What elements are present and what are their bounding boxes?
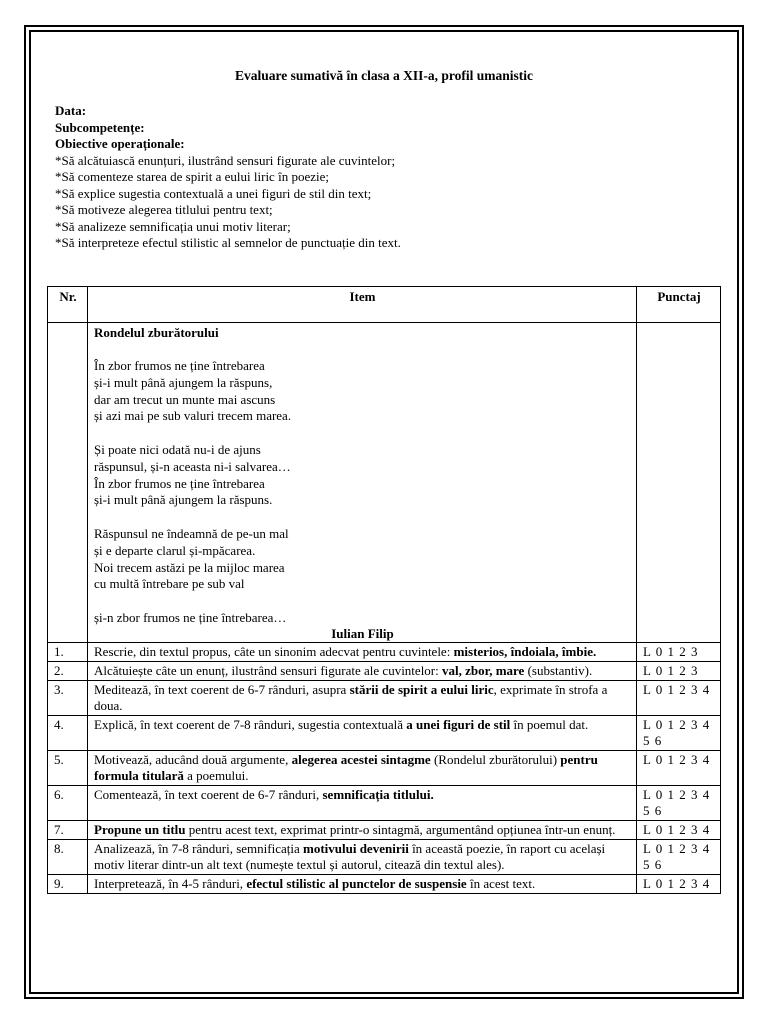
item-text-part: Rescrie, din textul propus, câte un sinonim adecvat pentru cuvintele: bbox=[94, 643, 454, 659]
objective-item: *Să alcătuiască enunțuri, ilustrând sensuri figurate ale cuvintelor; bbox=[55, 152, 396, 168]
item-text-bold: efectul stilistic al punctelor de suspensie bbox=[246, 875, 467, 891]
poem-line: și-i mult până ajungem la răspuns, bbox=[94, 374, 273, 390]
item-text-bold: pentru formula titulară bbox=[94, 751, 598, 783]
item-number: 6. bbox=[48, 785, 88, 820]
table-row bbox=[48, 715, 721, 750]
item-number: 2. bbox=[48, 661, 88, 680]
item-text-part: Analizează, în 7-8 rânduri, semnificația bbox=[94, 840, 303, 856]
obiective-label: Obiective operaționale: bbox=[55, 136, 185, 151]
item-score: L 0 1 2 3 4 bbox=[637, 874, 721, 893]
poem-stanza bbox=[94, 442, 631, 509]
item-text-part: Alcătuiește câte un enunț, ilustrând sensuri figurate ale cuvintelor: bbox=[94, 662, 442, 678]
document-title: Evaluare sumativă în clasa a XII-a, profil umanistic bbox=[234, 68, 534, 83]
poem-title: Rondelul zburătorului bbox=[94, 325, 219, 340]
item-score: L 0 1 2 3 4 5 6 bbox=[637, 839, 721, 874]
poem-stanza bbox=[94, 610, 631, 627]
objective-item: *Să analizeze semnificația unui motiv literar; bbox=[55, 218, 291, 234]
table-row bbox=[48, 642, 721, 661]
objective-item: *Să comenteze starea de spirit a eului liric în poezie; bbox=[55, 169, 329, 184]
item-text-part: Interpretează, în 4-5 rânduri, bbox=[94, 875, 247, 891]
item-text-part: în poemul dat. bbox=[510, 716, 589, 732]
item-text-part: (substantiv). bbox=[524, 662, 593, 678]
item-score: L 0 1 2 3 4 5 6 bbox=[637, 715, 721, 750]
item-text-bold: stării de spirit a eului liric bbox=[349, 681, 494, 697]
item-number: 9. bbox=[48, 874, 88, 893]
item-number: 8. bbox=[48, 839, 88, 874]
poem-line: În zbor frumos ne ține întrebarea bbox=[94, 358, 265, 373]
item-text-part: a poemului. bbox=[183, 767, 249, 783]
poem-line: și azi mai pe sub valuri trecem marea. bbox=[94, 408, 292, 424]
item-text-bold: motivului devenirii bbox=[303, 840, 409, 856]
item-text-bold: val, zbor, mare bbox=[442, 662, 525, 678]
item-text-part: pentru acest text, exprimat printr-o sintagmă, argumentând opțiunea într-un enunț. bbox=[185, 821, 616, 837]
item-number: 5. bbox=[48, 750, 88, 785]
item-score: L 0 1 2 3 4 bbox=[637, 820, 721, 839]
item-text bbox=[88, 750, 637, 785]
item-text bbox=[88, 680, 637, 715]
item-text-part: în acest text. bbox=[466, 875, 536, 891]
poem-row bbox=[48, 323, 721, 643]
poem-line: Răspunsul ne îndeamnă de pe-un mal bbox=[94, 526, 289, 541]
item-text bbox=[88, 839, 637, 874]
poem-line: Și poate nici odată nu-i de ajuns bbox=[94, 442, 261, 457]
items-table bbox=[47, 286, 721, 894]
header-punctaj: Punctaj bbox=[637, 287, 721, 323]
item-text-part: , exprimate în strofa a doua. bbox=[94, 681, 608, 713]
objective-item: *Să interpreteze efectul stilistic al semnelor de punctuație din text. bbox=[55, 235, 401, 250]
poem-stanzas bbox=[94, 358, 631, 627]
item-text bbox=[88, 785, 637, 820]
objective-item: *Să explice sugestia contextuală a unei figuri de stil din text; bbox=[55, 185, 372, 201]
poem-line: răspunsul, și-n aceasta ni-i salvarea… bbox=[94, 458, 291, 474]
table-row bbox=[48, 661, 721, 680]
header-item: Item bbox=[88, 287, 637, 323]
item-text-bold: a unei figuri de stil bbox=[406, 716, 511, 732]
item-text-part: Explică, în text coerent de 7-8 rânduri, sugestia contextuală bbox=[94, 716, 407, 732]
item-number: 4. bbox=[48, 715, 88, 750]
item-text-part: Meditează, în text coerent de 6-7 rânduri, asupra bbox=[94, 681, 350, 697]
item-text-part: Comentează, în text coerent de 6-7 rânduri, bbox=[94, 786, 323, 802]
table-row bbox=[48, 820, 721, 839]
poem-author: Iulian Filip bbox=[331, 625, 394, 641]
header-nr: Nr. bbox=[48, 287, 88, 323]
item-text bbox=[88, 874, 637, 893]
item-text-bold: Propune un titlu bbox=[94, 821, 186, 837]
poem-line: dar am trecut un munte mai ascuns bbox=[94, 391, 276, 407]
item-score: L 0 1 2 3 4 5 6 bbox=[637, 785, 721, 820]
item-number: 3. bbox=[48, 680, 88, 715]
poem-line: și e departe clarul și-mpăcarea. bbox=[94, 542, 256, 558]
item-text-part: în această poezie, în raport cu același motiv literar dintr-un alt text (numește textul și autorul, citează din textul ales). bbox=[94, 840, 606, 872]
item-score: L 0 1 2 3 4 bbox=[637, 680, 721, 715]
item-text-part: (Rondelul zburătorului) bbox=[430, 751, 561, 767]
objective-item: *Să motiveze alegerea titlului pentru text; bbox=[55, 202, 273, 217]
poem-stanza bbox=[94, 358, 631, 425]
poem-stanza bbox=[94, 526, 631, 593]
item-text-bold: alegerea acestei sintagme bbox=[291, 751, 431, 767]
item-text-bold: misterios, îndoiala, îmbie. bbox=[453, 643, 597, 659]
item-number: 1. bbox=[48, 642, 88, 661]
data-label: Data: bbox=[55, 103, 87, 118]
item-score: L 0 1 2 3 bbox=[637, 642, 721, 661]
poem-cell bbox=[88, 323, 637, 643]
poem-nr-cell bbox=[48, 323, 88, 643]
item-text-part: Motivează, aducând două argumente, bbox=[94, 751, 292, 767]
item-text bbox=[88, 642, 637, 661]
item-text-bold: semnificația titlului. bbox=[322, 786, 434, 802]
subcompetente-label: Subcompetențe: bbox=[55, 119, 145, 135]
item-text bbox=[88, 820, 637, 839]
item-score: L 0 1 2 3 4 bbox=[637, 750, 721, 785]
item-text bbox=[88, 715, 637, 750]
poem-line: cu multă întrebare pe sub val bbox=[94, 576, 245, 592]
header-block bbox=[55, 103, 705, 252]
table-header-row bbox=[48, 287, 721, 323]
table-row bbox=[48, 874, 721, 893]
table-row bbox=[48, 680, 721, 715]
item-text bbox=[88, 661, 637, 680]
table-row bbox=[48, 785, 721, 820]
poem-score-cell bbox=[637, 323, 721, 643]
item-number: 7. bbox=[48, 820, 88, 839]
table-row bbox=[48, 839, 721, 874]
poem-line: Noi trecem astăzi pe la mijloc marea bbox=[94, 559, 285, 575]
table-row bbox=[48, 750, 721, 785]
poem-line: și-i mult până ajungem la răspuns. bbox=[94, 492, 273, 508]
item-score: L 0 1 2 3 bbox=[637, 661, 721, 680]
poem-line: În zbor frumos ne ține întrebarea bbox=[94, 475, 265, 491]
poem-line: și-n zbor frumos ne ține întrebarea… bbox=[94, 610, 287, 625]
